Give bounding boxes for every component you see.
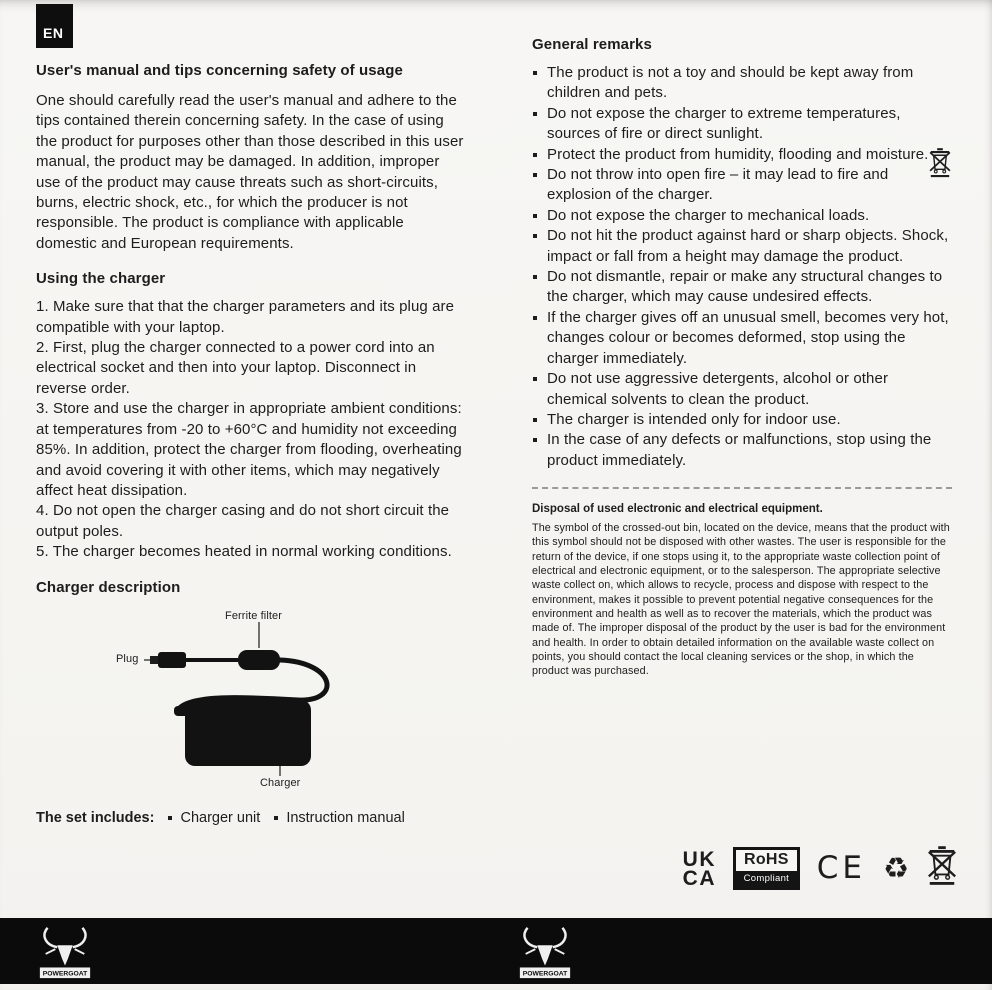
ukca-bottom: CA (682, 866, 716, 890)
rohs-mark (733, 847, 800, 890)
ferrite-filter-label: Ferrite filter (225, 609, 283, 622)
charger-diagram-art (36, 606, 468, 792)
weee-crossed-bin-icon (926, 846, 958, 891)
dashed-separator (532, 487, 952, 489)
usage-heading: User's manual and tips concerning safety of usage (36, 62, 403, 79)
rohs-label: RoHS (744, 851, 789, 868)
powergoat-logo (516, 923, 574, 986)
compliance-marks (683, 846, 958, 891)
ukca-mark (682, 847, 716, 890)
charger-diagram (36, 606, 468, 792)
set-item: Instruction manual (274, 810, 404, 826)
left-column (36, 62, 468, 840)
language-badge (36, 4, 73, 48)
remark-item: Do not expose the charger to extreme temperatures, sources of fire or direct sunlight. (532, 104, 952, 145)
set-includes-line (36, 810, 468, 826)
disposal-heading: Disposal of used electronic and electrical equipment. (532, 503, 823, 516)
remark-item: Do not expose the charger to mechanical loads. (532, 206, 952, 226)
disposal-paragraph: The symbol of the crossed-out bin, located on the device, means that the product with this symbol should not be disposed with other wastes. The user is responsible for the return of the device, if one stops using it, to the appropriate waste collection point of electrical and electronic equipment, or to the salesperson. The appropriate selective waste collect on, which allows to recycle, process and dispose with respect to the environment, makes it possible to prevent potential negative consequences for the environment and health as well as to recover the materials, which the product was made of. The improper disposal of the product by the user is bad for the environment and health. In order to obtain detailed information on the available waste collect on points, you should contact the local cleaning services or the shop, in which the product was purchased. (532, 522, 950, 678)
charger-label: Charger (260, 776, 301, 789)
intro-paragraph: One should carefully read the user's manual and adhere to the tips contained therein concerning safety. In the case of using the product for purposes other than those described in this user manual, the product may be damaged. In addition, improper use of the product may cause threats such as short-circuits, burns, electric shock, etc., for which the producer is not responsible. The product is compliance with applicable domestic and European requirements. (36, 92, 464, 252)
remark-item: Do not hit the product against hard or sharp objects. Shock, impact or fall from a height may damage the product. (532, 226, 952, 267)
remark-item: Do not throw into open fire – it may lead to fire and explosion of the charger. (532, 165, 952, 206)
language-badge-label: EN (43, 25, 64, 41)
ukca-top: UK (682, 847, 716, 871)
list-item: 1. Make sure that that the charger parameters and its plug are compatible with your laptop. (36, 298, 455, 336)
remark-item: If the charger gives off an unusual smell, becomes very hot, changes colour or becomes deformed, stop using the charger immediately. (532, 308, 952, 369)
remark-item: Do not dismantle, repair or make any structural changes to the charger, which may cause undesired effects. (532, 267, 952, 308)
recycling-icon: ♻ (883, 851, 909, 885)
using-charger-list (36, 297, 468, 562)
charger-description-heading: Charger description (36, 578, 181, 596)
remark-item: In the case of any defects or malfunctions, stop using the product immediately. (532, 430, 952, 471)
general-remarks-list (532, 63, 952, 471)
set-item: Charger unit (168, 810, 260, 826)
ce-mark: CE (816, 850, 866, 886)
footer-band (0, 918, 992, 984)
remark-item: The product is not a toy and should be kept away from children and pets. (532, 63, 952, 104)
list-item: 2. First, plug the charger connected to a power cord into an electrical socket and then into your laptop. Disconnect in reverse order. (36, 339, 435, 397)
plug-label: Plug (116, 652, 139, 665)
rohs-compliant-label: Compliant (736, 871, 797, 887)
powergoat-wordmark: POWERGOAT (42, 970, 88, 978)
remark-item: Do not use aggressive detergents, alcohol or other chemical solvents to clean the product. (532, 369, 952, 410)
list-item: 3. Store and use the charger in appropriate ambient conditions: at temperatures from -20 to +60°C and humidity not exceeding 85%. In addition, protect the charger from flooding, overheating and avoid covering it with other items, which may negatively affect heat dissipation. (36, 400, 462, 499)
powergoat-logo (36, 923, 94, 986)
list-item: 4. Do not open the charger casing and do not short circuit the output poles. (36, 502, 450, 540)
list-item: 5. The charger becomes heated in normal working conditions. (36, 543, 452, 561)
using-charger-heading: Using the charger (36, 270, 166, 288)
general-remarks-heading: General remarks (532, 36, 652, 53)
remark-item: The charger is intended only for indoor use. (532, 410, 952, 430)
set-includes-label: The set includes: (36, 809, 155, 826)
right-column (532, 36, 956, 678)
powergoat-wordmark: POWERGOAT (522, 970, 568, 978)
remark-item: Protect the product from humidity, flooding and moisture. (532, 145, 952, 165)
